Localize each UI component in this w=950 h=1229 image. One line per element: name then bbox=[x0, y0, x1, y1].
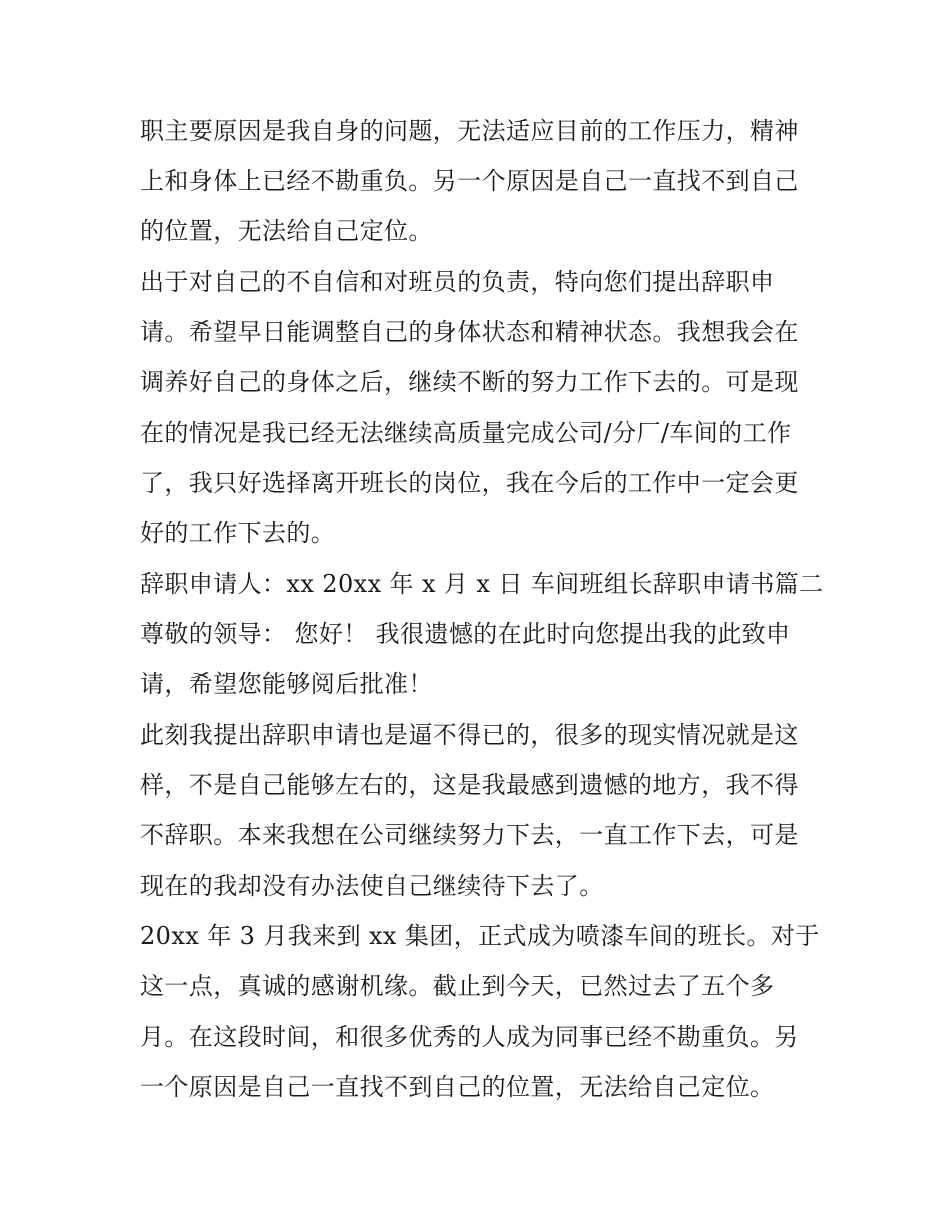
text-line: 出于对自己的不自信和对班员的负责，特向您们提出辞职申 bbox=[140, 268, 775, 296]
text-line: 此刻我提出辞职申请也是逼不得已的，很多的现实情况就是这 bbox=[140, 721, 799, 749]
text-line: 不辞职。本来我想在公司继续努力下去，一直工作下去，可是 bbox=[140, 821, 799, 849]
text-line: 月。在这段时间，和很多优秀的人成为同事已经不勘重负。另 bbox=[140, 1023, 799, 1051]
text-line: 尊敬的领导： 您好！ 我很遗憾的在此时向您提出我的此致申 bbox=[140, 620, 791, 648]
text-line: 请，希望您能够阅后批准！ bbox=[140, 670, 433, 698]
text-line: 了，我只好选择离开班长的岗位，我在今后的工作中一定会更 bbox=[140, 469, 799, 497]
text-line: 请。希望早日能调整自己的身体状态和精神状态。我想我会在 bbox=[140, 318, 799, 346]
text-line: 20xx 年 3 月我来到 xx 集团，正式成为喷漆车间的班长。对于 bbox=[140, 922, 820, 950]
text-line: 现在的我却没有办法使自己继续待下去了。 bbox=[140, 872, 604, 900]
text-line: 在的情况是我已经无法继续高质量完成公司/分厂/车间的工作 bbox=[140, 419, 792, 447]
text-line: 辞职申请人：xx 20xx 年 x 月 x 日 车间班组长辞职申请书篇二 bbox=[140, 570, 824, 598]
text-line: 调养好自己的身体之后，继续不断的努力工作下去的。可是现 bbox=[140, 368, 799, 396]
text-line: 一个原因是自己一直找不到自己的位置，无法给自己定位。 bbox=[140, 1073, 775, 1101]
text-line: 样，不是自己能够左右的，这是我最感到遗憾的地方，我不得 bbox=[140, 771, 799, 799]
text-line: 的位置，无法给自己定位。 bbox=[140, 217, 433, 245]
text-line: 职主要原因是我自身的问题，无法适应目前的工作压力，精神 bbox=[140, 117, 799, 145]
text-line: 上和身体上已经不勘重负。另一个原因是自己一直找不到自己 bbox=[140, 167, 799, 195]
text-line: 好的工作下去的。 bbox=[140, 519, 336, 547]
text-line: 这一点，真诚的感谢机缘。截止到今天，已然过去了五个多 bbox=[140, 972, 775, 1000]
